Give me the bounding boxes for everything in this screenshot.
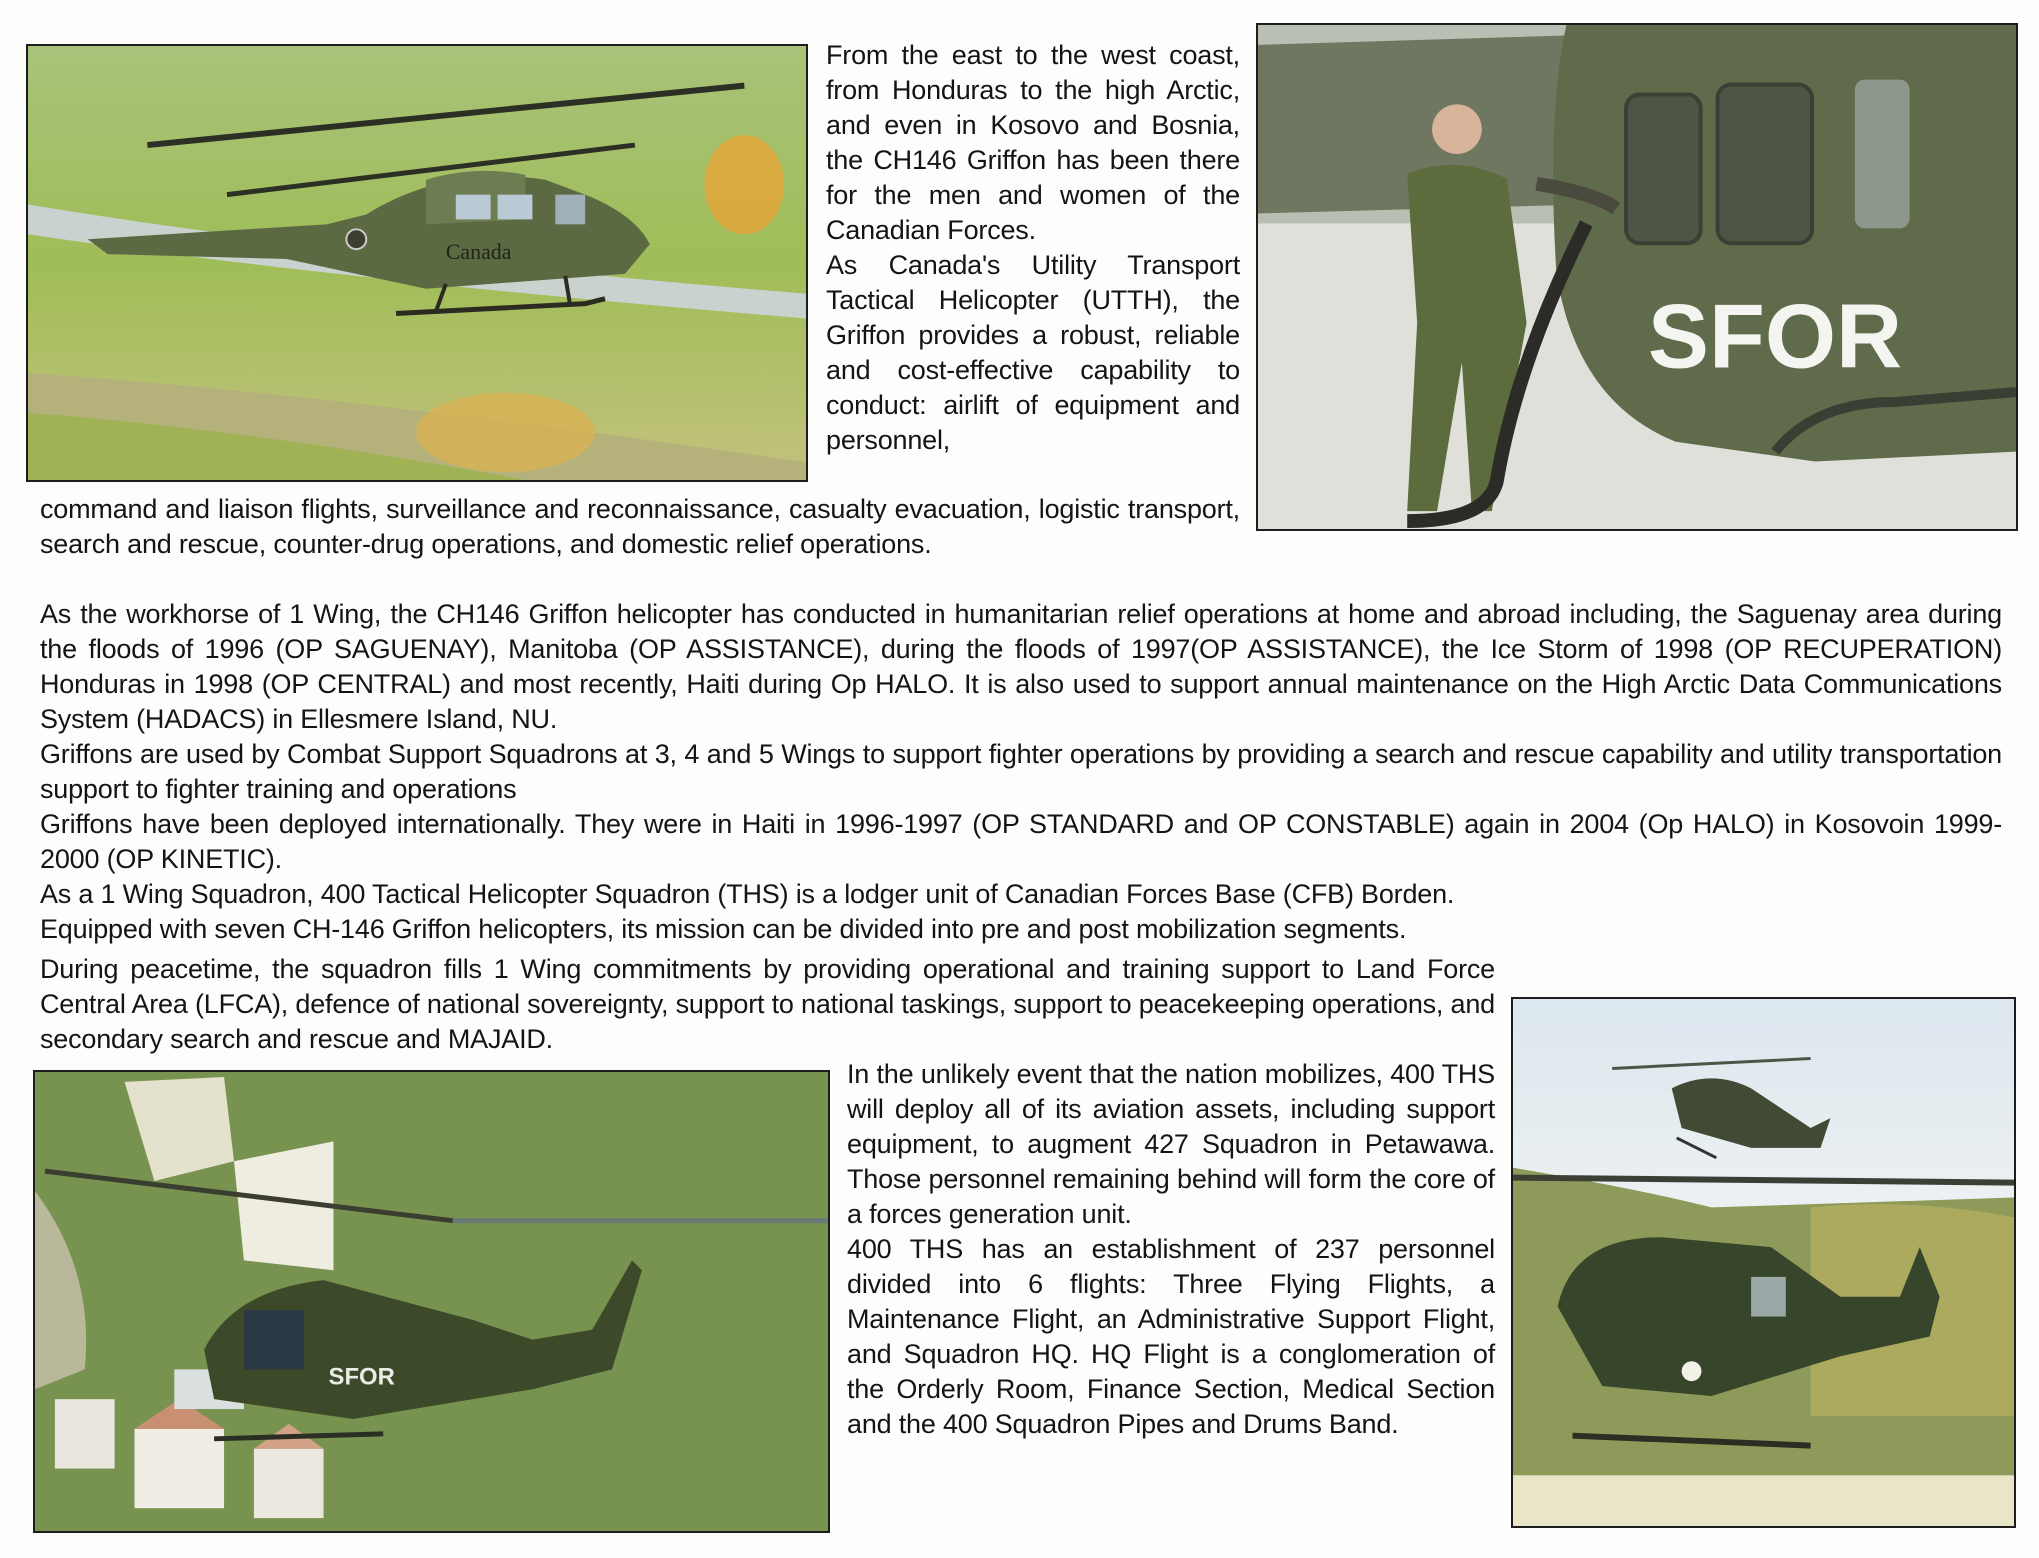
canada-label: Canada: [445, 240, 512, 265]
establishment-paragraph: 400 THS has an establishment of 237 personnel divided into 6 flights: Three Flying Flights, a Maintenance Flight, an Administrative Support Flight, and Squadron HQ. HQ Flight is a conglomeration of the Orderly Room, Finance Section, Medical Section and the 400 Squadron Pipes and Drums Band.: [847, 1234, 1495, 1439]
peacetime-text: [40, 952, 1495, 1057]
peacetime-paragraph: During peacetime, the squadron fills 1 Wing commitments by providing operational and training support to Land Force Central Area (LFCA), defence of national sovereignty, support to national taskings, support to peacekeeping operations, and secondary search and rescue and MAJAID.: [40, 954, 1495, 1054]
equipped-paragraph: Equipped with seven CH-146 Griffon helicopters, its mission can be divided into pre and post mobilization segments.: [40, 914, 1407, 944]
sfor-label: SFOR: [1647, 285, 1903, 388]
sfor-label: SFOR: [328, 1363, 395, 1391]
photo-griffon-over-hills: [26, 44, 808, 482]
international-paragraph: Griffons have been deployed internationally. They were in Haiti in 1996-1997 (OP STANDARD and OP CONSTABLE) again in 2004 (Op HALO) in Kosovoin 1999-2000 (OP KINETIC).: [40, 809, 2002, 874]
intro-continuation: [40, 492, 1240, 562]
intro-column: [826, 38, 1240, 458]
intro-paragraph-2-start: As Canada's Utility Transport Tactical Helicopter (UTTH), the Griffon provides a robust, reliable and cost-effective capability to conduct: airlift of equipment and personnel,: [826, 250, 1240, 455]
intro-paragraph-1: From the east to the west coast, from Honduras to the high Arctic, and even in Kosovo and Bosnia, the CH146 Griffon has been there for the men and women of the Canadian Forces.: [826, 40, 1240, 245]
photo-two-helicopters: [1511, 997, 2016, 1528]
mobilization-column: [847, 1057, 1495, 1442]
body-text: [40, 597, 2002, 947]
combat-support-paragraph: Griffons are used by Combat Support Squadrons at 3, 4 and 5 Wings to support fighter operations by providing a search and rescue capability and utility transportation support to fighter training and operations: [40, 739, 2002, 804]
intro-paragraph-2-end: command and liaison flights, surveillance and reconnaissance, casualty evacuation, logistic transport, search and rescue, counter-drug operations, and domestic relief operations.: [40, 494, 1240, 559]
workhorse-paragraph: As the workhorse of 1 Wing, the CH146 Griffon helicopter has conducted in humanitarian relief operations at home and abroad including, the Saguenay area during the floods of 1996 (OP SAGUENAY), Manitoba (OP ASSISTANCE), during the floods of 1997(OP ASSISTANCE), the Ice Storm of 1998 (OP RECUPERATION) Honduras in 1998 (OP CENTRAL) and most recently, Haiti during Op HALO. It is also used to support annual maintenance on the High Arctic Data Communications System (HADACS) in Ellesmere Island, NU.: [40, 599, 2002, 734]
squadron-paragraph: As a 1 Wing Squadron, 400 Tactical Helicopter Squadron (THS) is a lodger unit of Canadian Forces Base (CFB) Borden.: [40, 879, 1455, 909]
mobilization-paragraph: In the unlikely event that the nation mobilizes, 400 THS will deploy all of its aviation assets, including support equipment, to augment 427 Squadron in Petawawa. Those personnel remaining behind will form the core of a forces generation unit.: [847, 1059, 1495, 1229]
photo-sfor-over-town: [33, 1070, 830, 1533]
photo-refueling-sfor: [1256, 23, 2018, 531]
